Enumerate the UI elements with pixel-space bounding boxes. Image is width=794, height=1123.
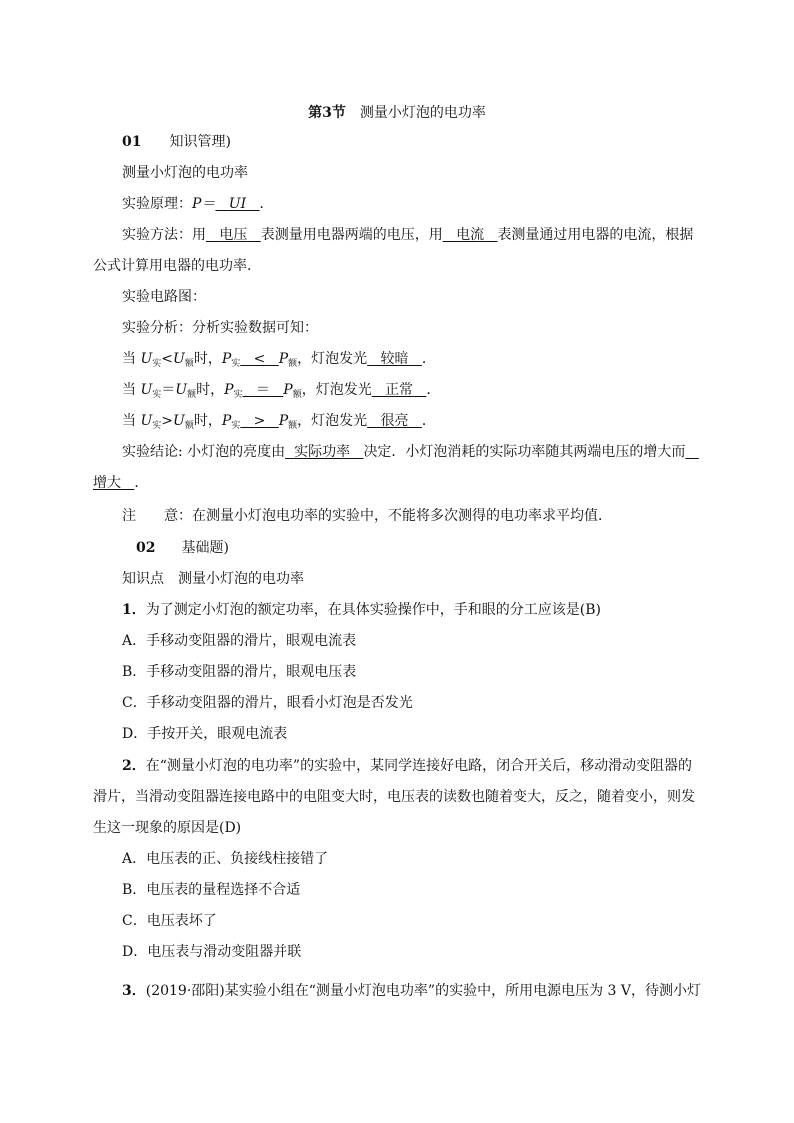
method-answer-voltage: 电压 bbox=[219, 227, 248, 243]
note-line bbox=[122, 507, 612, 525]
conclusion-answer-1: 实际功率 bbox=[294, 444, 351, 460]
question-2-line-2: 滑片，当滑动变阻器连接电路中的电阻变大时，电压表的读数也随着变大，反之，随着变小，则发 bbox=[93, 789, 695, 805]
case-equal-answer-1: ＝ bbox=[255, 382, 270, 398]
case-less-answer-1: < bbox=[253, 351, 266, 367]
section-basic-header bbox=[136, 539, 229, 557]
question-1-option-a: A．手移动变阻器的滑片，眼观电流表 bbox=[122, 633, 357, 649]
method-answer-current: 电流 bbox=[456, 227, 485, 243]
analysis-label: 实验分析：分析实验数据可知： bbox=[122, 320, 318, 336]
section-label: 知识管理) bbox=[169, 134, 231, 150]
question-1-option-b: B．手移动变阻器的滑片，眼观电压表 bbox=[122, 664, 357, 680]
title-number: 第3节 bbox=[308, 105, 346, 121]
principle-answer: UI bbox=[228, 196, 247, 212]
topic-heading: 测量小灯泡的电功率 bbox=[122, 165, 248, 181]
question-1-option-c: C．手移动变阻器的滑片，眼看小灯泡是否发光 bbox=[122, 695, 413, 711]
question-2-number: 2． bbox=[122, 758, 146, 774]
conclusion-answer-2: 增大 bbox=[93, 475, 121, 491]
circuit-label: 实验电路图： bbox=[122, 289, 206, 305]
case-equal-answer-2: 正常 bbox=[385, 382, 414, 398]
case-greater-answer-1: > bbox=[253, 413, 266, 429]
page-title bbox=[0, 102, 794, 122]
conclusion-line-1: 实验结论: 小灯泡的亮度由 实际功率 决定．小灯泡消耗的实际功率随其两端电压的增大而 bbox=[122, 444, 686, 460]
principle-formula: P＝ bbox=[192, 196, 216, 212]
case-less-answer-2: 较暗 bbox=[380, 351, 409, 367]
principle-line: 实验原理：P＝ UI ． bbox=[122, 196, 274, 212]
question-2-line-3: 生这一现象的原因是(D) bbox=[93, 820, 242, 836]
method-line-1: 实验方法：用 电压 表测量用电器两端的电压，用 电流 表测量通过用电器的电流，根据 bbox=[122, 227, 694, 243]
section-label: 基础题) bbox=[181, 540, 229, 556]
question-2-option-b: B．电压表的量程选择不合适 bbox=[122, 882, 301, 898]
section-number: 02 bbox=[136, 540, 156, 556]
question-2-option-d: D．电压表与滑动变阻器并联 bbox=[122, 944, 302, 960]
question-3-number: 3． bbox=[122, 983, 146, 999]
case-less: 当 $U_实<U_额$时，$P_实$ < $P_额$，灯泡发光 较暗 ． bbox=[122, 351, 436, 369]
question-1-number: 1． bbox=[122, 602, 146, 618]
principle-label: 实验原理： bbox=[122, 196, 192, 212]
title-text: 测量小灯泡的电功率 bbox=[359, 105, 486, 121]
note-label: 注 意： bbox=[122, 508, 192, 524]
question-2-option-a: A．电压表的正、负接线柱接错了 bbox=[122, 851, 329, 867]
method-line-2: 公式计算用电器的电功率． bbox=[93, 258, 261, 274]
case-greater-answer-2: 很亮 bbox=[380, 413, 409, 429]
question-1-stem: 1．为了测定小灯泡的额定功率，在具体实验操作中，手和眼的分工应该是(B) bbox=[122, 602, 601, 618]
question-2-line-1: 2．在“测量小灯泡的电功率”的实验中，某同学连接好电路，闭合开关后，移动滑动变阻器的 bbox=[122, 758, 693, 774]
question-2-option-c: C．电压表坏了 bbox=[122, 913, 217, 929]
case-greater: 当 $U_实>U_额$时，$P_实$ > $P_额$，灯泡发光 很亮 ． bbox=[122, 413, 436, 431]
case-equal: 当 $U_实=U_额$时，$P_实$ ＝ $P_额$，灯泡发光 正常 ． bbox=[122, 382, 441, 400]
note-text: 在测量小灯泡电功率的实验中，不能将多次测得的电功率求平均值． bbox=[192, 508, 612, 524]
section-knowledge-header bbox=[122, 133, 231, 151]
knowledge-point: 知识点 测量小灯泡的电功率 bbox=[122, 571, 304, 587]
conclusion-line-2: 增大 ． bbox=[93, 475, 149, 491]
question-1-option-d: D．手按开关，眼观电流表 bbox=[122, 726, 288, 742]
question-3-line-1: 3．(2019·邵阳)某实验小组在“测量小灯泡电功率”的实验中，所用电源电压为 3 V，待测小灯 bbox=[122, 983, 701, 999]
section-number: 01 bbox=[122, 134, 142, 150]
